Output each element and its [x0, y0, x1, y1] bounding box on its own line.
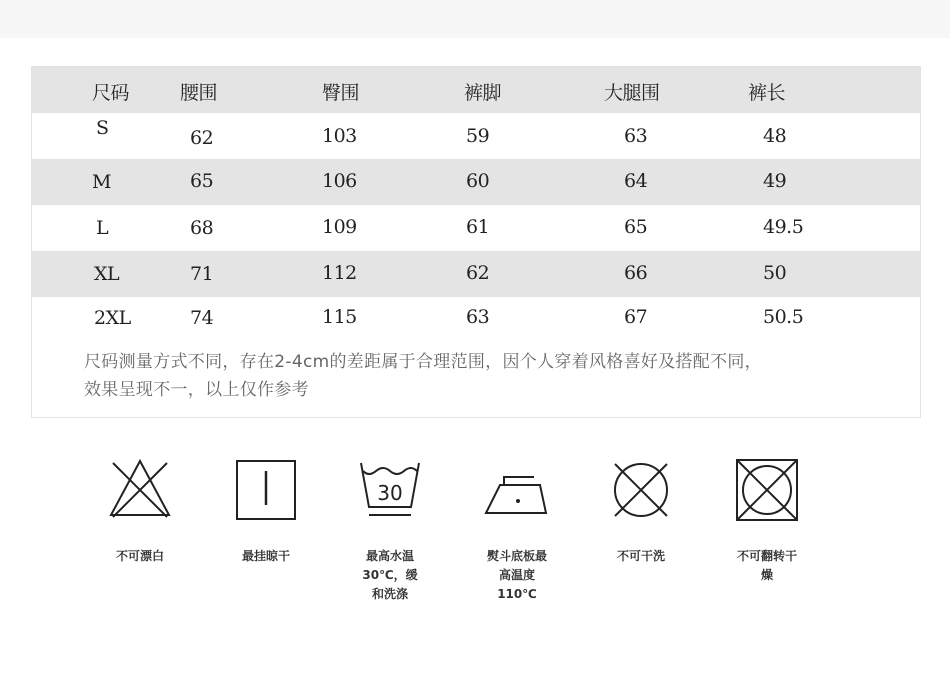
care-symbol-iron-low	[462, 455, 572, 604]
care-label: 熨斗底板最 高温度 110℃	[486, 549, 547, 601]
no-bleach-icon	[85, 455, 195, 525]
care-label: 不可干洗	[616, 549, 665, 563]
header-hip: 臀围	[322, 82, 360, 104]
length-cell: 49	[763, 170, 787, 192]
hip-cell: 106	[322, 170, 357, 192]
note-line-1: 尺码测量方式不同，存在2-4cm的差距属于合理范围，因个人穿着风格喜好及搭配不同，	[84, 352, 762, 372]
hem-cell: 62	[466, 262, 490, 284]
length-cell: 48	[763, 125, 787, 147]
thigh-cell: 65	[624, 216, 648, 238]
waist-cell: 74	[190, 307, 214, 329]
no-tumble-dry-icon	[712, 455, 822, 525]
wash-temperature: 30	[377, 481, 403, 505]
care-label: 不可漂白	[115, 549, 164, 563]
table-row	[32, 159, 920, 205]
hem-cell: 63	[466, 306, 490, 328]
care-symbol-wash-30	[335, 455, 445, 604]
care-symbol-no-dry-clean	[586, 455, 696, 566]
thigh-cell: 64	[624, 170, 648, 192]
note-line-2: 效果呈现不一，以上仅作参考	[84, 380, 309, 400]
table-row	[32, 113, 920, 159]
care-label: 最挂晾干	[241, 549, 290, 563]
size-cell: L	[96, 217, 109, 239]
header-length: 裤长	[748, 82, 786, 104]
care-symbol-no-bleach	[85, 455, 195, 566]
hem-cell: 60	[466, 170, 490, 192]
table-row	[32, 297, 920, 343]
hip-cell: 103	[322, 125, 357, 147]
thigh-cell: 63	[624, 125, 648, 147]
no-dry-clean-icon	[586, 455, 696, 525]
thigh-cell: 67	[624, 306, 648, 328]
hem-cell: 59	[466, 125, 490, 147]
size-chart-header-row	[32, 67, 920, 113]
header-hem: 裤脚	[464, 82, 502, 104]
size-cell: XL	[94, 263, 120, 285]
table-row	[32, 251, 920, 297]
thigh-cell: 66	[624, 262, 648, 284]
waist-cell: 71	[190, 263, 214, 285]
size-cell: M	[92, 171, 111, 193]
care-symbol-hang-dry	[211, 455, 321, 566]
header-waist: 腰围	[180, 82, 218, 104]
hang-dry-icon	[211, 455, 321, 525]
waist-cell: 62	[190, 127, 214, 149]
care-label: 最高水温 30℃，缓 和洗涤	[362, 549, 418, 601]
size-cell: S	[96, 117, 109, 139]
waist-cell: 65	[190, 170, 214, 192]
size-cell: 2XL	[94, 307, 131, 329]
care-label: 不可翻转干 燥	[736, 549, 797, 582]
hip-cell: 115	[322, 306, 357, 328]
header-size: 尺码	[92, 82, 130, 104]
care-symbol-no-tumble-dry	[712, 455, 822, 585]
length-cell: 50	[763, 262, 787, 284]
header-thigh: 大腿围	[604, 82, 660, 104]
wash-30-icon	[335, 455, 445, 525]
hip-cell: 109	[322, 216, 357, 238]
iron-low-icon	[462, 455, 572, 525]
table-row	[32, 205, 920, 251]
length-cell: 49.5	[763, 216, 804, 238]
measurement-note	[84, 348, 904, 404]
hip-cell: 112	[322, 262, 357, 284]
size-chart-table	[31, 66, 921, 418]
hem-cell: 61	[466, 216, 490, 238]
length-cell: 50.5	[763, 306, 804, 328]
top-band	[0, 0, 950, 38]
waist-cell: 68	[190, 217, 214, 239]
